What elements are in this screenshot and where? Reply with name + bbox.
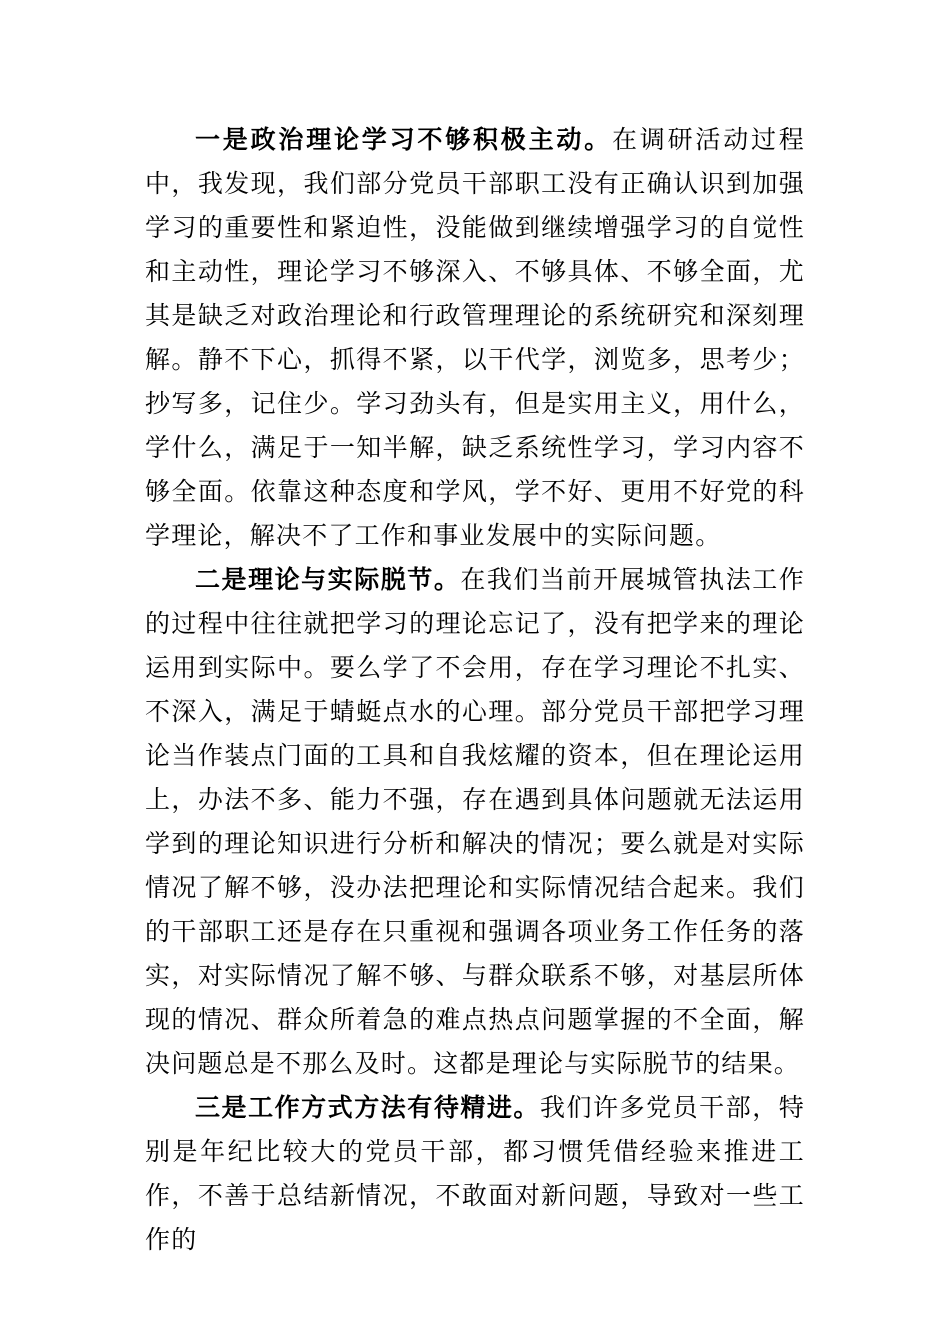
- paragraph-1-text: 在调研活动过程中，我发现，我们部分党员干部职工没有正确认识到加强学习的重要性和紧迫性，没能做到继续增强学习的自觉性和主动性，理论学习不够深入、不够具体、不够全面，尤其是缺乏对政治理论和行政管理理论的系统研究和深刻理解。静不下心，抓得不紧，以干代学，浏览多，思考少；抄写多，记住少。学习劲头有，但是实用主义，用什么，学什么，满足于一知半解，缺乏系统性学习，学习内容不够全面。依靠这种态度和学风，学不好、更用不好党的科学理论，解决不了工作和事业发展中的实际问题。: [145, 125, 805, 550]
- paragraph-3-heading: 三是工作方式方法有待精进。: [195, 1093, 540, 1122]
- paragraph-2: [145, 558, 805, 1086]
- paragraph-1-heading: 一是政治理论学习不够积极主动。: [195, 125, 612, 154]
- paragraph-1: [145, 118, 805, 558]
- document-body: [145, 118, 805, 1262]
- paragraph-2-heading: 二是理论与实际脱节。: [195, 565, 461, 594]
- paragraph-3: [145, 1086, 805, 1262]
- paragraph-2-text: 在我们当前开展城管执法工作的过程中往往就把学习的理论忘记了，没有把学来的理论运用到实际中。要么学了不会用，存在学习理论不扎实、不深入，满足于蜻蜓点水的心理。部分党员干部把学习理论当作装点门面的工具和自我炫耀的资本，但在理论运用上，办法不多、能力不强，存在遇到具体问题就无法运用学到的理论知识进行分析和解决的情况；要么就是对实际情况了解不够，没办法把理论和实际情况结合起来。我们的干部职工还是存在只重视和强调各项业务工作任务的落实，对实际情况了解不够、与群众联系不够，对基层所体现的情况、群众所着急的难点热点问题掌握的不全面，解决问题总是不那么及时。这都是理论与实际脱节的结果。: [145, 565, 805, 1078]
- paragraph-3-text: 我们许多党员干部，特别是年纪比较大的党员干部，都习惯凭借经验来推进工作，不善于总结新情况，不敢面对新问题，导致对一些工作的: [145, 1093, 805, 1254]
